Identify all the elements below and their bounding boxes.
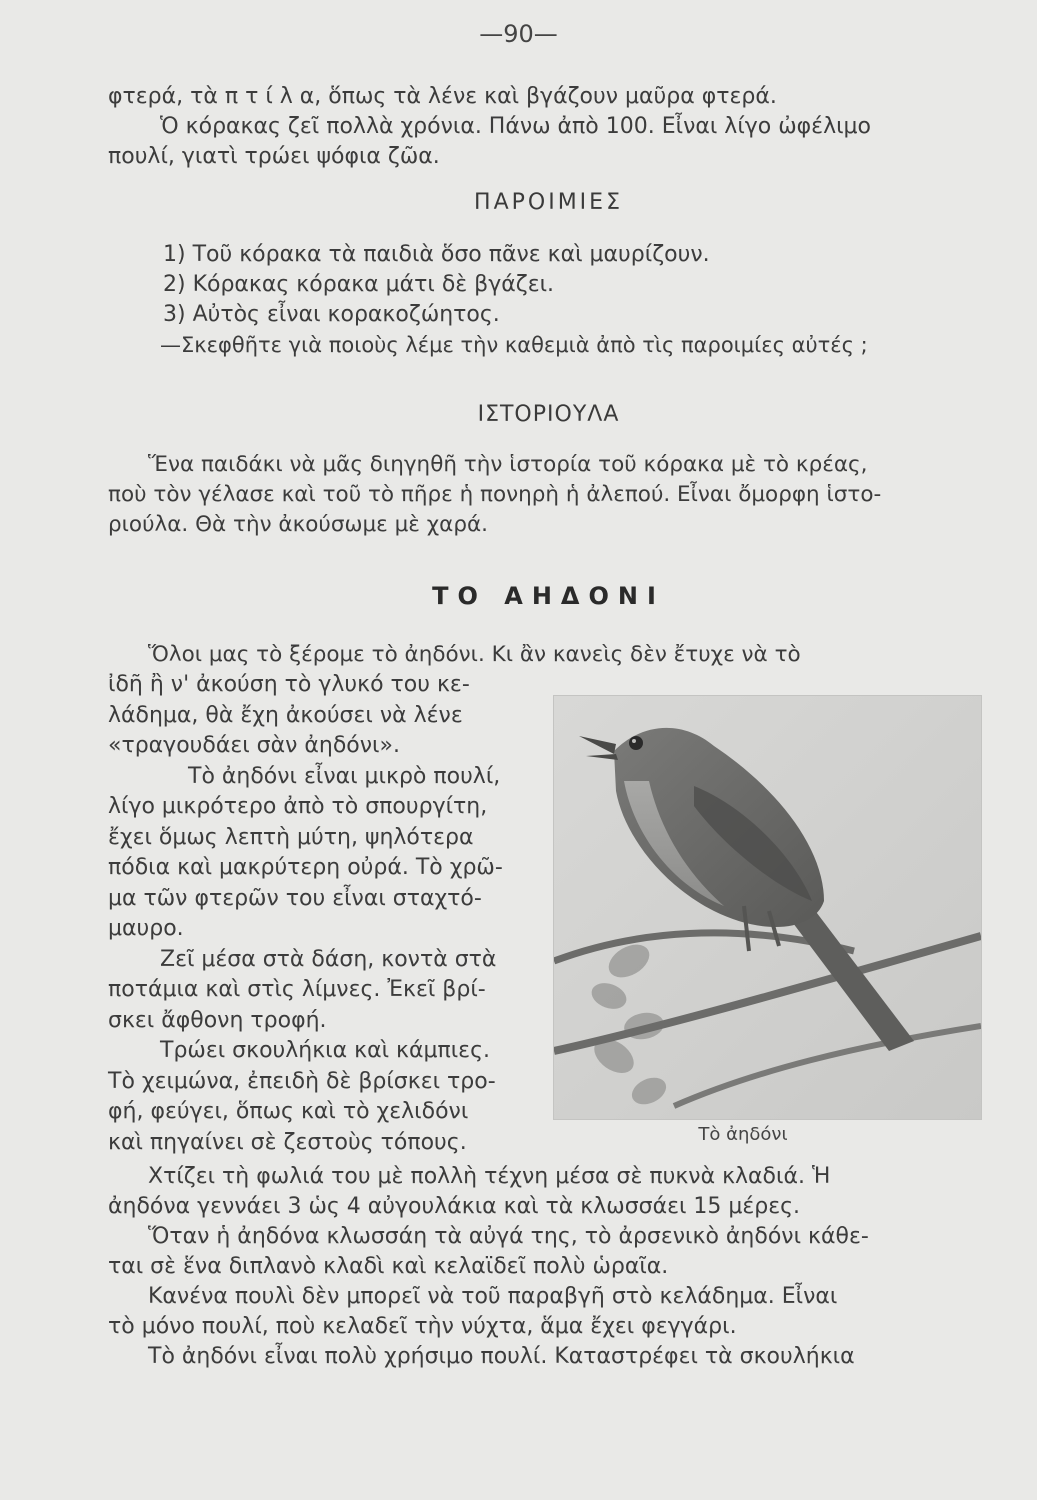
text-line: ἔχει ὅμως λεπτὴ μύτη, ψηλότερα bbox=[108, 824, 474, 850]
text-line: ποτάμια καὶ στὶς λίμνες. Ἐκεῖ βρί- bbox=[108, 977, 486, 1002]
text-line: Τρώει σκουλήκια καὶ κάμπιες. bbox=[160, 1038, 490, 1063]
article-first-line bbox=[108, 640, 978, 670]
text-line: Ὅλοι μας τὸ ξέρομε τὸ ἀηδόνι. Κι ἂν κανεὶς δὲν ἔτυχε νὰ τὸ bbox=[148, 642, 801, 667]
text-line: Κανένα πουλὶ δὲν μπορεῖ νὰ τοῦ παραβγῆ στὸ κελάδημα. Εἶναι bbox=[148, 1284, 838, 1309]
text-line: ἀηδόνα γεννάει 3 ὡς 4 αὐγουλάκια καὶ τὰ κλωσσάει 15 μέρες. bbox=[108, 1194, 801, 1219]
proverbs-list bbox=[108, 240, 978, 360]
text-line: ριούλα. Θὰ τὴν ἀκούσωμε μὲ χαρά. bbox=[108, 512, 489, 537]
nightingale-illustration bbox=[554, 696, 981, 1119]
text-line: ἰδῆ ἢ ν' ἀκούση τὸ γλυκό του κε- bbox=[108, 672, 470, 697]
proverb-item: 1) Τοῦ κόρακα τὰ παιδιὰ ὅσο πᾶνε καὶ μαυρίζουν. bbox=[163, 242, 710, 267]
text-line: τὸ μόνο πουλί, ποὺ κελαδεῖ τὴν νύχτα, ἅμα ἔχει φεγγάρι. bbox=[108, 1314, 737, 1339]
intro-paragraph bbox=[108, 82, 978, 172]
text-line: Ὁ κόρακας ζεῖ πολλὰ χρόνια. Πάνω ἀπὸ 100. Εἶναι λίγο ὠφέλιμο bbox=[160, 114, 871, 139]
text-line: Ἕνα παιδάκι νὰ μᾶς διηγηθῆ τὴν ἱστορία τοῦ κόρακα μὲ τὸ κρέας, bbox=[148, 452, 868, 477]
article-column bbox=[108, 670, 548, 1158]
proverb-item: 3) Αὐτὸς εἶναι κορακοζώητος. bbox=[163, 302, 500, 327]
text-line: μα τῶν φτερῶν του εἶναι σταχτό- bbox=[108, 885, 482, 911]
text-line: λίγο μικρότερο ἀπὸ τὸ σπουργίτη, bbox=[108, 794, 488, 819]
text-line: Ὅταν ἡ ἀηδόνα κλωσσάη τὰ αὐγά της, τὸ ἀρσενικὸ ἀηδόνι κάθε- bbox=[148, 1224, 869, 1249]
nightingale-photo bbox=[553, 695, 982, 1120]
story-heading: ΙΣΤΟΡΙΟΥΛΑ bbox=[477, 402, 620, 427]
page-number: —90— bbox=[479, 20, 558, 48]
text-line: Χτίζει τὴ φωλιά του μὲ πολλὴ τέχνη μέσα σὲ πυκνὰ κλαδιά. Ἡ bbox=[148, 1164, 831, 1189]
text-line: μαυρο. bbox=[108, 916, 184, 941]
article-bottom-paragraphs bbox=[108, 1162, 978, 1372]
text-line: Τὸ χειμώνα, ἐπειδὴ δὲ βρίσκει τρο- bbox=[108, 1068, 496, 1094]
text-line: Ζεῖ μέσα στὰ δάση, κοντὰ στὰ bbox=[160, 946, 497, 972]
text-line: Τὸ ἀηδόνι εἶναι πολὺ χρήσιμο πουλί. Καταστρέφει τὰ σκουλήκια bbox=[148, 1344, 855, 1369]
story-paragraph bbox=[108, 450, 978, 540]
proverbs-question: —Σκεφθῆτε γιὰ ποιοὺς λέμε τὴν καθεμιὰ ἀπὸ τὶς παροιμίες αὐτές ; bbox=[160, 333, 868, 357]
text-line: φή, φεύγει, ὅπως καὶ τὸ χελιδόνι bbox=[108, 1099, 469, 1124]
text-line: φτερά, τὰ π τ ί λ α, ὅπως τὰ λένε καὶ βγάζουν μαῦρα φτερά. bbox=[108, 84, 777, 109]
text-line: πουλί, γιατὶ τρώει ψόφια ζῶα. bbox=[108, 144, 440, 169]
text-line: ται σὲ ἕνα διπλανὸ κλαδὶ καὶ κελαϊδεῖ πολὺ ὡραῖα. bbox=[108, 1254, 669, 1279]
text-line: καὶ πηγαίνει σὲ ζεστοὺς τόπους. bbox=[108, 1129, 467, 1155]
bird-eye bbox=[629, 736, 643, 750]
proverbs-heading: ΠΑΡΟΙΜΙΕΣ bbox=[474, 190, 623, 215]
text-line: πόδια καὶ μακρύτερη οὐρά. Τὸ χρῶ- bbox=[108, 855, 503, 880]
text-line: «τραγουδάει σὰν ἀηδόνι». bbox=[108, 733, 400, 758]
text-line: λάδημα, θὰ ἔχη ἀκούσει νὰ λένε bbox=[108, 702, 463, 728]
text-line: σκει ἄφθονη τροφή. bbox=[108, 1007, 327, 1033]
text-line: Τὸ ἀηδόνι εἶναι μικρὸ πουλί, bbox=[188, 763, 501, 789]
proverb-item: 2) Κόρακας κόρακα μάτι δὲ βγάζει. bbox=[163, 272, 555, 297]
text-line: ποὺ τὸν γέλασε καὶ τοῦ τὸ πῆρε ἡ πονηρὴ ἡ ἀλεπού. Εἶναι ὄμορφη ἱστο- bbox=[108, 482, 882, 507]
article-title: ΤΟ ΑΗΔΟΝΙ bbox=[432, 582, 665, 610]
photo-caption: Τὸ ἀηδόνι bbox=[698, 1124, 788, 1145]
